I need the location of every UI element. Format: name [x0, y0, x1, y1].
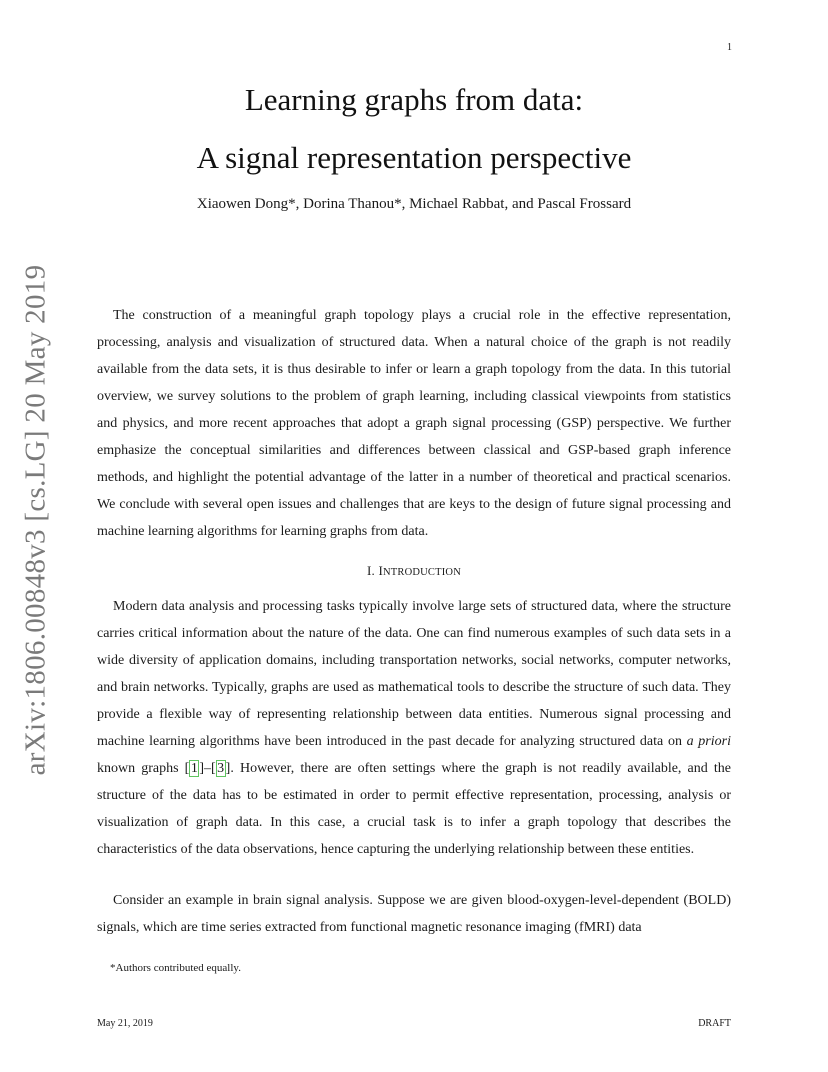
paper-title-line-2: A signal representation perspective — [196, 140, 632, 175]
body-paragraph-1 — [97, 593, 731, 863]
author-list: Xiaowen Dong*, Dorina Thanou*, Michael Rabbat, and Pascal Frossard — [196, 196, 632, 212]
citation-link-1[interactable]: 1 — [190, 761, 198, 776]
paragraph-text: known graphs [ — [97, 761, 190, 776]
footnote: *Authors contributed equally. — [110, 962, 241, 974]
paragraph-text: ]. However, there are often settings where the graph is not readily available, and the structure of the data has to be estimated in order to permit effective representation, processing, analysis or visualization of graph data. In this case, a crucial task is to infer a graph topology that describes the characteristics of the data observations, hence capturing the underlying relationship between these entities. — [97, 761, 731, 857]
paper-title-line-1: Learning graphs from data: — [244, 82, 584, 117]
footer-draft-label: DRAFT — [698, 1018, 731, 1029]
paragraph-text: Modern data analysis and processing tasks typically involve large sets of structured data, where the structure carries critical information about the nature of the data. One can find numerous examples of such data sets in a wide diversity of application domains, including transportation networks, social networks, computer networks, and brain networks. Typically, graphs are used as mathematical tools to describe the structure of such data. They provide a flexible way of representing relationship between data entities. Numerous signal processing and machine learning algorithms have been introduced in the past decade for analyzing structured data on — [97, 599, 731, 749]
citation-link-3[interactable]: 3 — [217, 761, 225, 776]
section-number: I. — [367, 563, 375, 578]
section-title-rest: NTRODUCTION — [382, 567, 461, 578]
abstract-paragraph: The construction of a meaningful graph topology plays a crucial role in the effective representation, processing, analysis and visualization of structured data. When a natural choice of the graph is not readily available from the data sets, it is thus desirable to infer or learn a graph topology from the data. In this tutorial overview, we survey solutions to the problem of graph learning, including classical viewpoints from statistics and physics, and more recent approaches that adopt a graph signal processing (GSP) perspective. We further emphasize the conceptual similarities and differences between classical and GSP-based graph inference methods, and highlight the potential advantage of the latter in a number of theoretical and practical scenarios. We conclude with several open issues and challenges that are keys to the design of future signal processing and machine learning algorithms for learning graphs from data. — [97, 308, 731, 539]
body-paragraph-2: Consider an example in brain signal analysis. Suppose we are given blood-oxygen-level-dependent (BOLD) signals, which are time series extracted from functional magnetic resonance imaging (fMRI) data — [97, 893, 731, 935]
italic-phrase: a priori — [686, 734, 731, 749]
footer-date: May 21, 2019 — [97, 1018, 153, 1029]
page-number: 1 — [727, 42, 732, 53]
section-title-initial: I — [378, 563, 383, 578]
arxiv-identifier-stamp: arXiv:1806.00848v3 [cs.LG] 20 May 2019 — [19, 264, 52, 776]
paragraph-text: ]–[ — [199, 761, 216, 776]
section-heading-introduction — [0, 563, 828, 579]
